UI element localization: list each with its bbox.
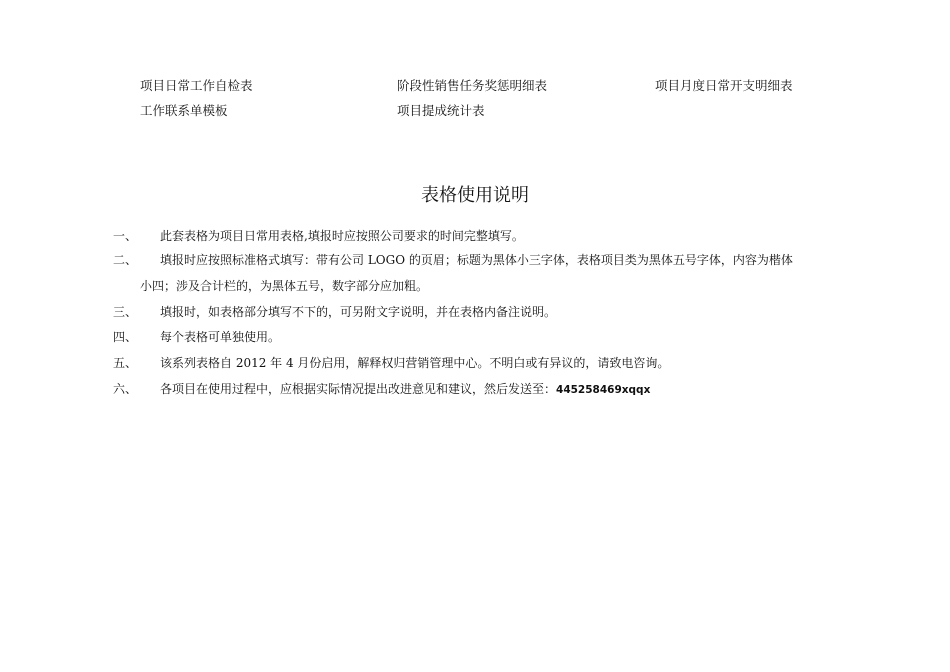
instruction-number: 六、 xyxy=(113,382,138,396)
instruction-item xyxy=(113,381,873,398)
instruction-number: 二、 xyxy=(113,253,138,267)
instruction-text-continued: 小四；涉及合计栏的，为黑体五号，数字部分应加粗。 xyxy=(140,279,429,293)
instruction-item xyxy=(113,355,873,371)
template-link-daily-self-check[interactable]: 项目日常工作自检表 xyxy=(140,78,253,93)
template-link-commission-stats[interactable]: 项目提成统计表 xyxy=(397,103,485,118)
instruction-text: 各项目在使用过程中，应根据实际情况提出改进意见和建议，然后发送至： xyxy=(160,382,557,396)
instruction-number: 五、 xyxy=(113,356,138,370)
instruction-text: 该系列表格自 2012 年 4 月份启用，解释权归营销管理中心。不明白或有异议的，请致电咨询。 xyxy=(160,356,670,370)
instruction-number: 一、 xyxy=(113,229,138,243)
instruction-number: 四、 xyxy=(113,330,138,344)
instruction-item xyxy=(113,252,873,268)
contact-id: 445258469xqqx xyxy=(556,384,651,396)
instruction-item xyxy=(113,304,873,320)
instruction-item xyxy=(113,228,873,244)
instruction-text: 填报时应按照标准格式填写：带有公司 LOGO 的页眉；标题为黑体小三字体，表格项目类为黑体五号字体，内容为楷体 xyxy=(160,253,793,267)
template-link-work-contact-form[interactable]: 工作联系单模板 xyxy=(140,103,228,118)
instruction-item xyxy=(113,329,873,345)
instruction-continuation xyxy=(140,278,840,294)
template-link-monthly-expenses[interactable]: 项目月度日常开支明细表 xyxy=(655,78,793,93)
instruction-text: 此套表格为项目日常用表格,填报时应按照公司要求的时间完整填写。 xyxy=(160,229,524,243)
instruction-text: 每个表格可单独使用。 xyxy=(160,330,281,344)
template-link-sales-reward-penalty[interactable]: 阶段性销售任务奖惩明细表 xyxy=(397,78,548,93)
instruction-text: 填报时，如表格部分填写不下的，可另附文字说明，并在表格内备注说明。 xyxy=(160,305,557,319)
instruction-number: 三、 xyxy=(113,305,138,319)
instruction-text-wrapper xyxy=(113,381,873,398)
page-title: 表格使用说明 xyxy=(421,185,529,206)
